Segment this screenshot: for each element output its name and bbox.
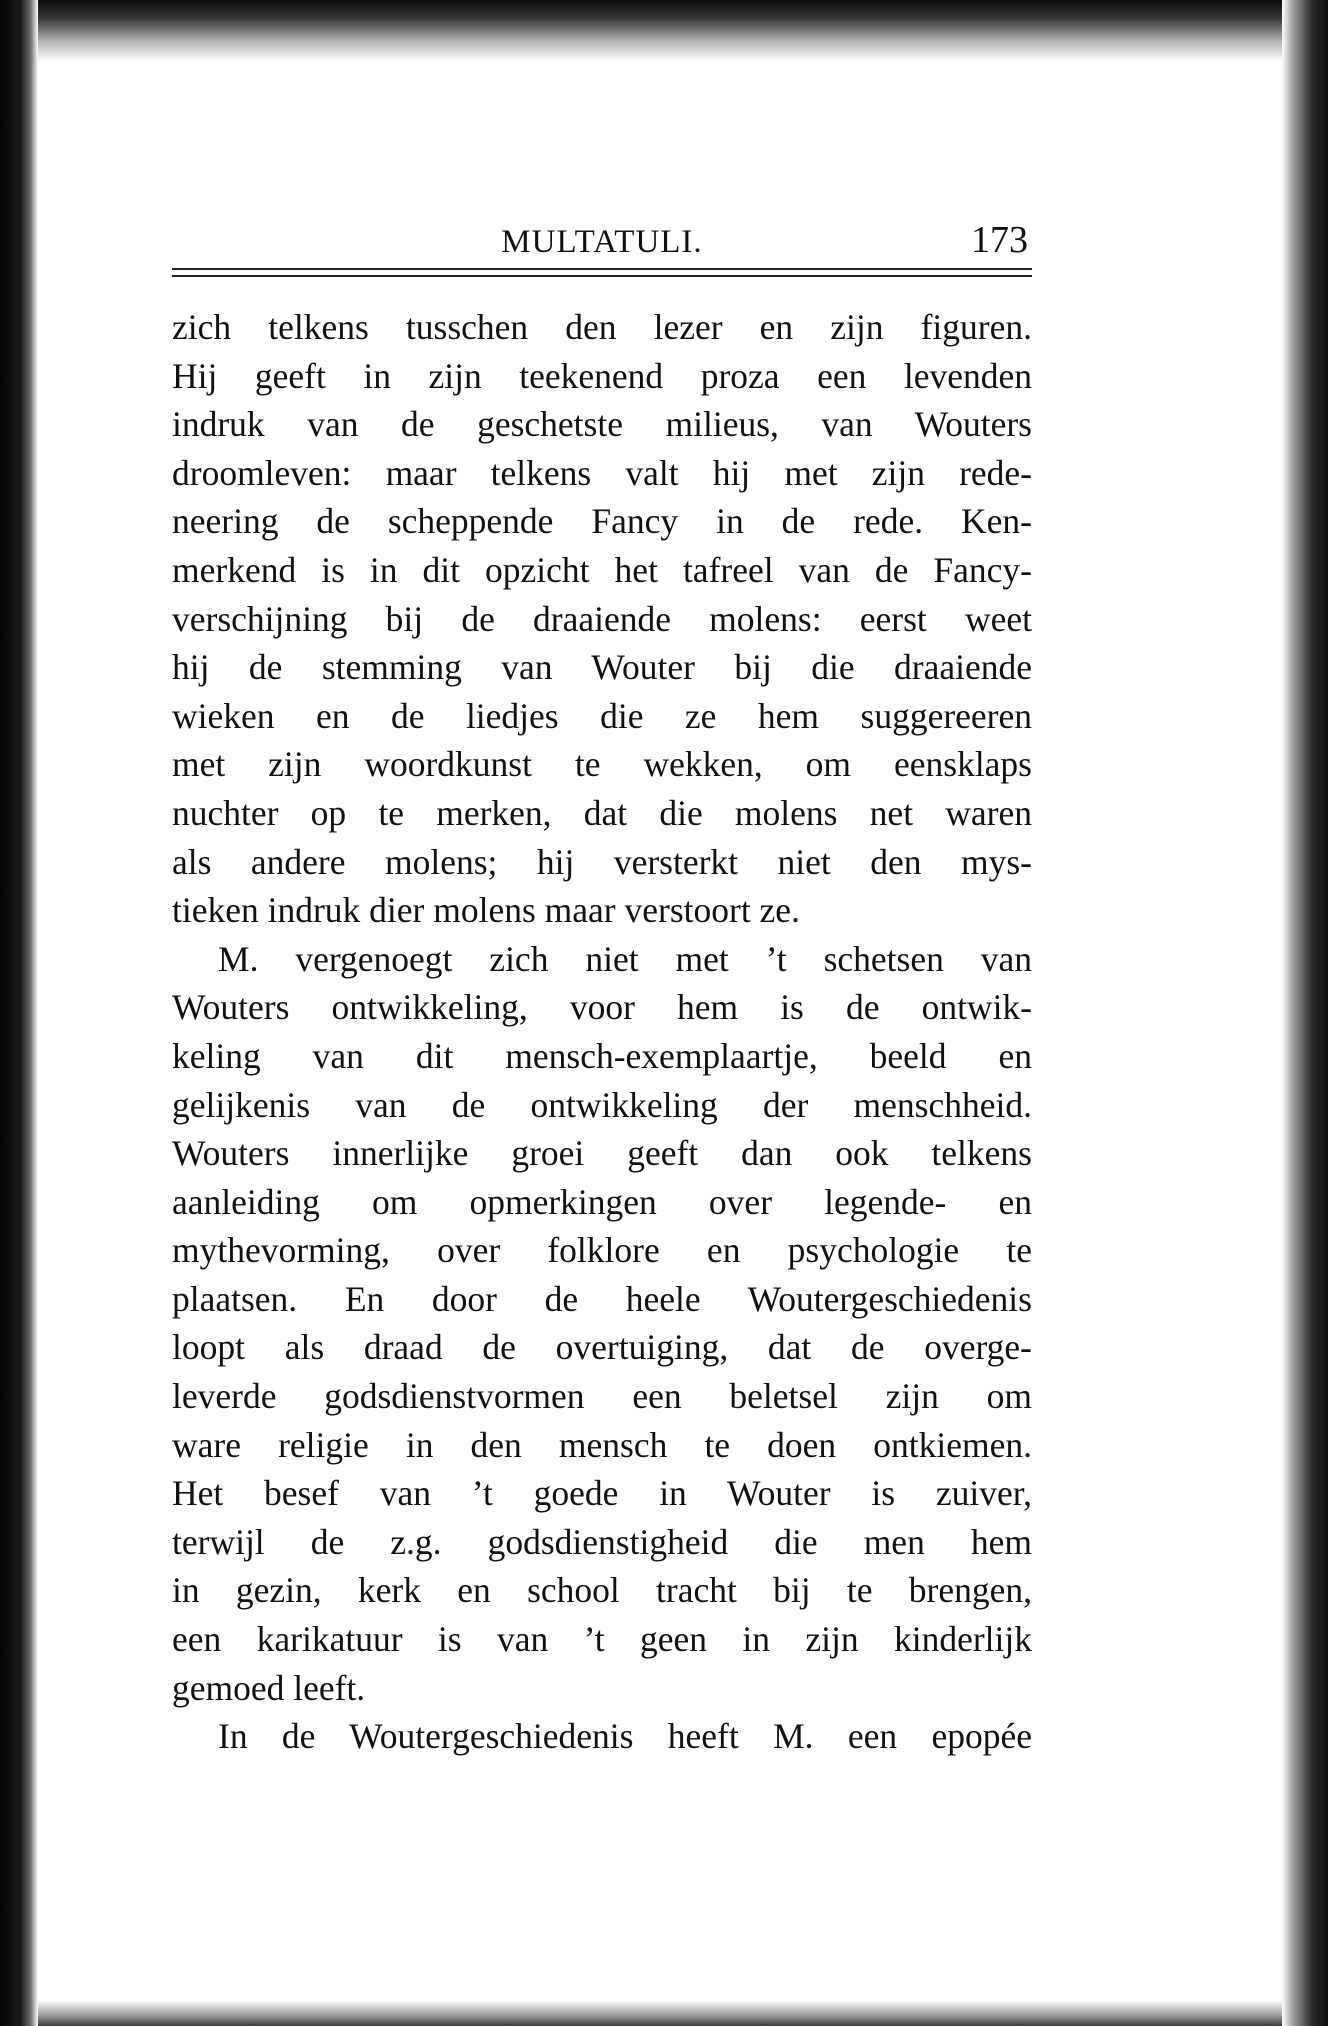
text-line: Wouters ontwikkeling, voor hem is de ontwik- xyxy=(172,987,1032,1028)
text-line: aanleiding om opmerkingen over legende- en xyxy=(172,1181,1032,1222)
page-number: 173 xyxy=(971,219,1028,261)
book-page xyxy=(172,210,1032,1761)
body-text xyxy=(172,303,1032,1761)
header-rule-second xyxy=(172,275,1032,277)
scan-shadow-bottom xyxy=(38,2000,1282,2026)
text-line: hij de stemming van Wouter bij die draaiende xyxy=(172,647,1032,688)
text-line: mythevorming, over folklore en psychologie te xyxy=(172,1230,1032,1271)
text-line: M. vergenoegt zich niet met ’t schetsen van xyxy=(218,938,1032,979)
text-line: een karikatuur is van ’t geen in zijn kinderlijk xyxy=(172,1619,1032,1660)
scan-shadow-left xyxy=(0,0,38,2026)
text-line: nuchter op te merken, dat die molens net waren xyxy=(172,792,1032,833)
running-title: MULTATULI. xyxy=(501,224,703,260)
text-line: Wouters innerlijke groei geeft dan ook telkens xyxy=(172,1133,1032,1174)
text-line: neering de scheppende Fancy in de rede. Ken- xyxy=(172,501,1032,542)
text-line: plaatsen. En door de heele Woutergeschiedenis xyxy=(172,1278,1032,1319)
text-line: gelijkenis van de ontwikkeling der menschheid. xyxy=(172,1084,1032,1125)
text-line: als andere molens; hij versterkt niet den mys- xyxy=(172,841,1032,882)
text-line: indruk van de geschetste milieus, van Wouters xyxy=(172,404,1032,445)
text-line: in gezin, kerk en school tracht bij te brengen, xyxy=(172,1570,1032,1611)
text-line: gemoed leeft. xyxy=(172,1667,366,1708)
text-line: Het besef van ’t goede in Wouter is zuiver, xyxy=(172,1473,1032,1514)
text-line: zich telkens tusschen den lezer en zijn figuren. xyxy=(172,307,1032,347)
scan-shadow-top xyxy=(38,0,1328,62)
scan-shadow-right xyxy=(1282,0,1328,2026)
text-line: keling van dit mensch-exemplaartje, beeld en xyxy=(172,1035,1032,1076)
text-line: tieken indruk dier molens maar verstoort ze. xyxy=(172,890,800,931)
text-line: droomleven: maar telkens valt hij met zijn rede- xyxy=(172,452,1032,493)
text-line: loopt als draad de overtuiging, dat de overge- xyxy=(172,1327,1032,1368)
text-line: ware religie in den mensch te doen ontkiemen. xyxy=(172,1424,1032,1465)
text-line: verschijning bij de draaiende molens: eerst weet xyxy=(172,598,1032,639)
text-line: leverde godsdienstvormen een beletsel zijn om xyxy=(172,1376,1032,1417)
text-line: terwijl de z.g. godsdienstigheid die men hem xyxy=(172,1521,1032,1562)
text-line: In de Woutergeschiedenis heeft M. een epopée xyxy=(218,1716,1032,1757)
text-line: met zijn woordkunst te wekken, om eensklaps xyxy=(172,744,1032,785)
text-line: wieken en de liedjes die ze hem suggereeren xyxy=(172,695,1032,736)
text-line: merkend is in dit opzicht het tafreel van de Fancy- xyxy=(172,549,1032,590)
running-head xyxy=(172,210,1032,268)
header-rule xyxy=(172,268,1032,270)
text-line: Hij geeft in zijn teekenend proza een levenden xyxy=(172,355,1032,396)
